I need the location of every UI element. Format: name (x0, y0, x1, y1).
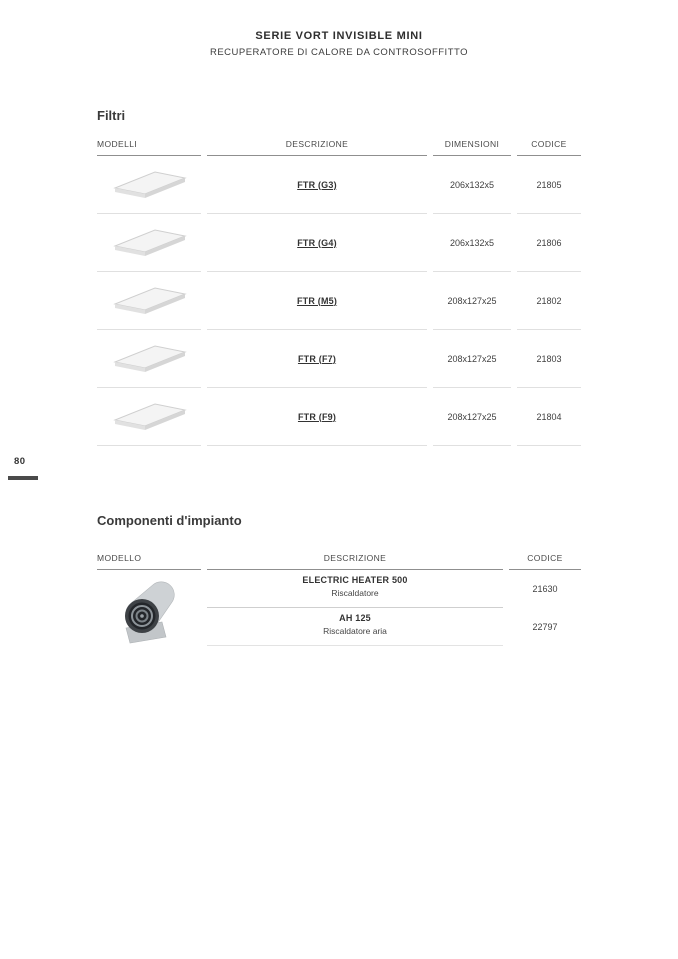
filters-section-title: Filtri (97, 108, 126, 123)
component-row-descrizione (207, 570, 503, 608)
component-row-codice: 22797 (532, 622, 558, 632)
column-header-dimensioni: DIMENSIONI (433, 139, 511, 156)
filter-row-descrizione: FTR (F7) (207, 330, 427, 388)
filter-row-descrizione: FTR (F9) (207, 388, 427, 446)
filter-row-codice: 21806 (517, 214, 581, 272)
component-subname: Riscaldatore aria (323, 626, 387, 636)
filter-row-descrizione: FTR (G3) (207, 156, 427, 214)
page-header (0, 30, 678, 58)
filter-panel-icon (109, 342, 189, 376)
filter-row-dimensioni: 208x127x25 (433, 388, 511, 446)
filter-row-model-image (97, 388, 201, 446)
column-header-modelli: MODELLI (97, 139, 201, 156)
page-title: SERIE VORT INVISIBLE MINI (255, 30, 423, 42)
filter-panel-icon (109, 168, 189, 202)
filter-row-model-image (97, 272, 201, 330)
filter-panel-icon (109, 284, 189, 318)
filter-row-codice: 21805 (517, 156, 581, 214)
column-header-modello: MODELLO (97, 553, 201, 570)
filter-row-model-image (97, 214, 201, 272)
component-name: ELECTRIC HEATER 500 (302, 575, 408, 585)
duct-heater-icon (120, 578, 178, 644)
filters-table (97, 139, 581, 446)
component-name: AH 125 (339, 613, 371, 623)
component-model-image (97, 570, 201, 646)
filter-row-descrizione: FTR (M5) (207, 272, 427, 330)
filter-row-descrizione: FTR (G4) (207, 214, 427, 272)
component-row-codice: 21630 (532, 584, 558, 594)
filter-row-codice: 21803 (517, 330, 581, 388)
components-section-title: Componenti d'impianto (97, 513, 242, 528)
column-header-codice: CODICE (509, 553, 581, 570)
filter-panel-icon (109, 400, 189, 434)
filter-row-dimensioni: 206x132x5 (433, 156, 511, 214)
column-header-descrizione: DESCRIZIONE (207, 139, 427, 156)
page-subtitle: RECUPERATORE DI CALORE DA CONTROSOFFITTO (209, 47, 469, 58)
component-subname: Riscaldatore (331, 588, 379, 598)
column-header-descrizione: DESCRIZIONE (207, 553, 503, 570)
filter-panel-icon (109, 226, 189, 260)
filter-row-dimensioni: 208x127x25 (433, 272, 511, 330)
filter-row-codice: 21804 (517, 388, 581, 446)
component-row-descrizione (207, 608, 503, 646)
filter-row-model-image (97, 156, 201, 214)
page-number: 80 (14, 456, 26, 467)
filter-row-model-image (97, 330, 201, 388)
filter-row-dimensioni: 206x132x5 (433, 214, 511, 272)
components-table (97, 553, 581, 646)
filter-row-dimensioni: 208x127x25 (433, 330, 511, 388)
page-number-bar (8, 476, 38, 480)
filter-row-codice: 21802 (517, 272, 581, 330)
column-header-codice: CODICE (517, 139, 581, 156)
